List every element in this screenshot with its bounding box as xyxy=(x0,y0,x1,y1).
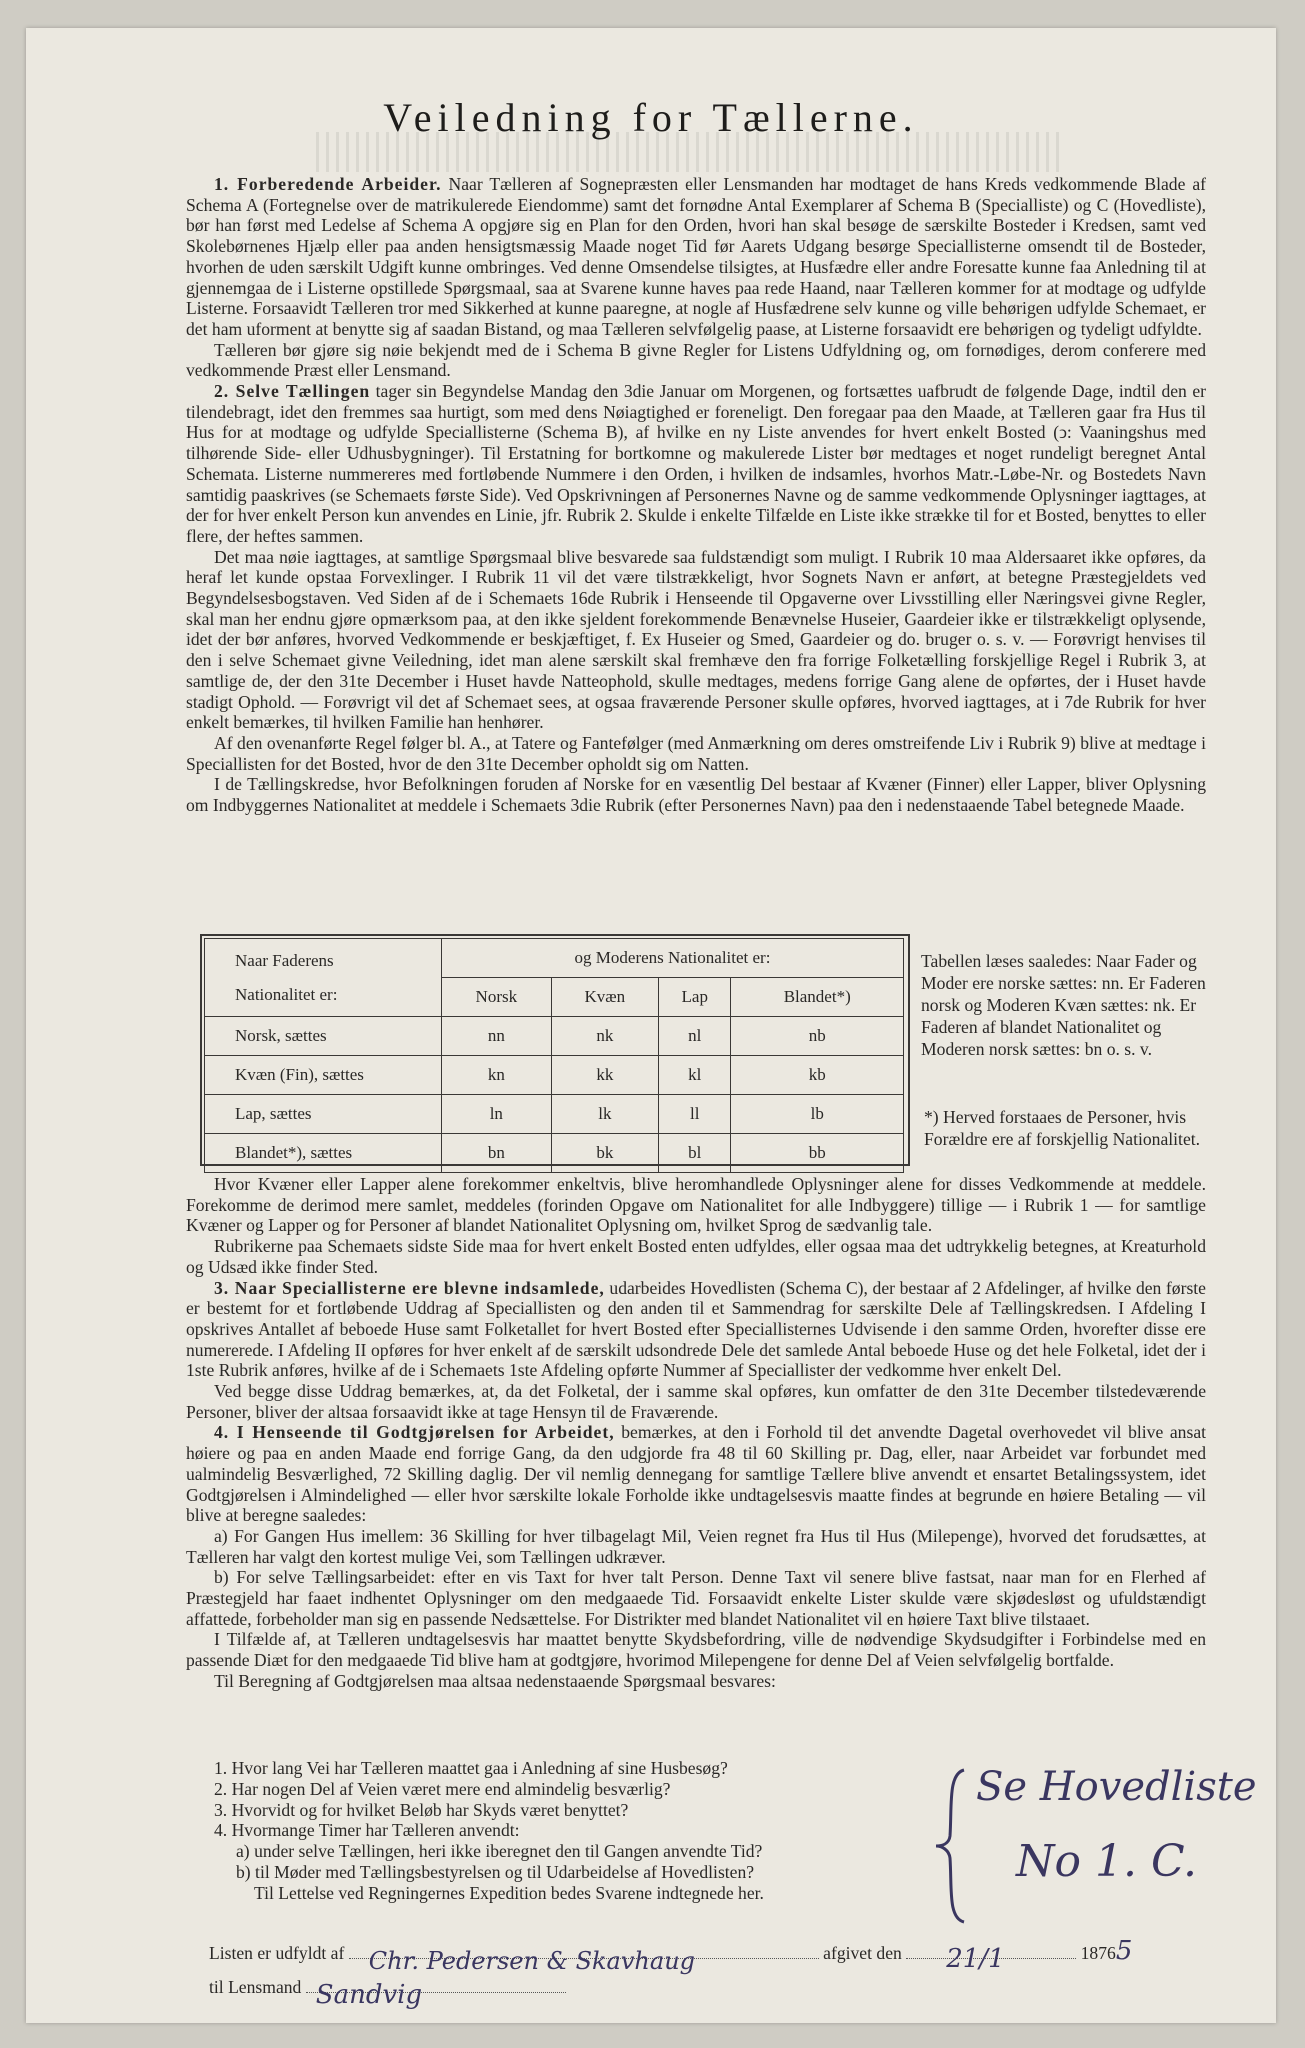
section-2-paragraph-2: Det maa nøie iagttages, at samtlige Spørgsmaal blive besvarede saa fuldstændigt som muligt. I Rubrik 10 maa Aldersaaret ikke opføres, da heraf let kunde opstaa Forvexlinger. I Rubrik 11 vil det være tilstrækkeligt, hvor Sognets Navn er anført, at betegne Præstegjeldets ved Begyndelsesbogstaven. Ved Siden af de i Schemaets 16de Rubrik i Henseende til Opgaverne over Livsstilling eller Næringsvei givne Regler, skal man her endnu gjøre opmærksom paa, at den ikke sjeldent forekommende Benævnelse Huseier, Gaardeier ikke er tilstrækkeligt oplysende, idet der bør anføres, hvorved Vedkommende er beskjæftiget, f. Ex Huseier og Smed, Gaardeier og do. bruger o. s. v. — Forøvrigt henvises til den i selve Schemaet givne Veiledning, idet man alene særskilt skal fremhæve den fra forrige Folketælling forskjellige Regel i Rubrik 3, at samtlige de, der den 31te December i Huset havde Natteophold, skulle medtages, medens forrige Gang alene de opførtes, der i Huset havde stadigt Ophold. — Forøvrigt vil det af Schemaet sees, at ogsaa fraværende Personer skulle opføres, hvorved iagttages, at i 7de Rubrik for hver enkelt bemærkes, til hvilken Familie han henhører. xyxy=(186,546,1206,733)
handwritten-year-digit: 5 xyxy=(1115,1936,1133,1966)
date-line xyxy=(906,1944,1076,1974)
section-1-heading: 1. Forberedende Arbeider. xyxy=(214,174,442,194)
section-4-paragraph-2: I Tilfælde af, at Tælleren undtagelsesvis har maattet benytte Skydsbefordring, ville de nødvendige Skydsudgifter i Forbindelse med en passende Diæt for den medgaaede Tid blive ham at godtgjøre, hvorimod Milepengene for denne Del af Veien selvfølgelig bortfalde. xyxy=(186,1629,1206,1671)
section-3-paragraph-2: Ved begge disse Uddrag bemærkes, at, da det Folketal, der i samme skal opføres, kun omfatter de den 31te December tilstedeværende Personer, bliver der altsaa forsaavidt ikke at tage Hensyn til de Fraværende. xyxy=(186,1381,1206,1422)
row-label: Kvæn (Fin), sættes xyxy=(205,1056,442,1095)
section-1 xyxy=(186,174,1206,816)
table-footnote: *) Herved forstaaes de Personer, hvis Forældre ere af forskjellig Nationalitet. xyxy=(924,1107,1201,1149)
table-cell: bl xyxy=(659,1134,731,1173)
section-4-item-a: a) For Gangen Hus imellem: 36 Skilling for hver tilbagelagt Mil, Veien regnet fra Hus til Hus (Milepenge), hvorved det forudsættes, at Tælleren har valgt den kortest mulige Vei, som Tællingen udkræver. xyxy=(186,1525,1206,1567)
table-explanation: Tabellen læses saaledes: Naar Fader og Moder ere norske sættes: nn. Er Faderen norsk og Moderen Kvæn sættes: nk. Er Faderen af blandet Nationalitet og Moderen norsk sættes: bn o. s. v. xyxy=(921,951,1206,1059)
table-cell: nb xyxy=(731,1017,904,1056)
questions-list xyxy=(214,1758,914,1904)
table-outer-border xyxy=(200,934,910,1166)
section-2-paragraph-4: I de Tællingskredse, hvor Befolkningen foruden af Norske for en væsentlig Del bestaar af Kvæner (Finner) eller Lapper, bliver Oplysning om Indbyggernes Nationalitet at meddele i Schemaets 3die Rubrik (efter Personernes Navn) paa den i nedenstaaende Tabel betegnede Maade. xyxy=(186,774,1206,816)
handwritten-lensmand: Sandvig xyxy=(315,1980,423,2010)
table-cell: ln xyxy=(442,1095,552,1134)
filled-by-label: Listen er udfyldt af xyxy=(209,1943,345,1963)
submitted-label: afgivet den xyxy=(823,1943,902,1963)
signature-line-1 xyxy=(209,1934,1209,1975)
question-item: a) under selve Tællingen, heri ikke iberegnet den til Gangen anvendte Tid? xyxy=(236,1841,763,1862)
lensmand-label: til Lensmand xyxy=(209,1977,302,1997)
filled-by-line xyxy=(349,1947,819,1975)
table-cell: nk xyxy=(551,1017,658,1056)
section-2b-paragraph-2: Rubrikerne paa Schemaets sidste Side maa for hvert enkelt Bosted enten udfyldes, eller ogsaa maa det udtrykkelig betegnes, at Kreaturhold og Udsæd ikke finder Sted. xyxy=(186,1236,1206,1277)
table-cell: bb xyxy=(731,1134,904,1173)
col-header: Kvæn xyxy=(551,978,658,1017)
section-2b-paragraph-1: Hvor Kvæner eller Lapper alene forekommer enkeltvis, blive heromhandlede Oplysninger alene for disses Vedkommende at meddele. Forekomme de derimod mere samlet, meddeles (forinden Opgave om Nationalitet for alle Indbyggere) tillige — i Rubrik 1 — for samtlige Kvæner og Lapper og for Personer af blandet Nationalitet Oplysning om, hvilket Sprog de sædvanlig tale. xyxy=(186,1174,1206,1236)
signature-line-2 xyxy=(209,1970,1209,2010)
section-4-item-b: b) For selve Tællingsarbeidet: efter en vis Taxt for hver talt Person. Denne Taxt vil senere blive fastsat, naar man for en Flerhed af Præstegjeld har faaet indhentet Oplysninger om den medgaaede Tid. Forsaavidt enkelte Lister skulde være skjødesløst og ufuldstændigt affattede, forbeholder man sig en passende Nedsættelse. For Distrikter med blandet Nationalitet vil en høiere Taxt blive tilstaaet. xyxy=(186,1567,1206,1629)
closing-note: Til Lettelse ved Regningernes Expedition bedes Svarene indtegnede her. xyxy=(254,1882,764,1903)
table-cell: ll xyxy=(659,1095,731,1134)
col-header: Norsk xyxy=(442,978,552,1017)
document-page xyxy=(26,28,1276,2023)
col-header: Blandet*) xyxy=(731,978,904,1017)
row-label: Blandet*), sættes xyxy=(205,1134,442,1173)
table-cell: lb xyxy=(731,1095,904,1134)
section-1-text: Naar Tælleren af Sognepræsten eller Lensmanden har modtaget de hans Kreds vedkommende Blade af Schema A (Fortegnelse over de matrikulerede Eiendomme) samt det fornødne Antal Exemplarer af Schema B (Specialliste) og C (Hovedliste), bør han først med Ledelse af Schema A opgjøre sig en Plan for den Orden, hvori han skal besøge de særskilte Bosteder i Kredsen, samt ved Skolebørnenes Hjælp eller paa anden hensigtsmæssig Maade noget Tid før Aarets Udgang besørge Speciallisterne omsendt til de Bosteder, hvorhen de uden særskilt Udgift kunne ombringes. Ved denne Omsendelse tilsigtes, at Husfædre eller andre Foresatte kunne faa Anledning til at gjennemgaa de i Listerne opstillede Spørgsmaal, saa at Svarene kunne haves paa rede Haand, naar Tælleren kommer for at modtage og udfylde Listerne. Forsaavidt Tælleren tror med Sikkerhed at kunne paaregne, at nogle af Husfædrene selv kunne og ville behørigen udfylde Schemaet, er det ham uforment at benytte sig af saadan Bistand, og maa Tælleren selvfølgelig paase, at Listerne forsaavidt ere behørigen og tydeligt udfyldte. xyxy=(186,174,1206,339)
section-2-text: tager sin Begyndelse Mandag den 3die Januar om Morgenen, og fortsættes uafbrudt de følgende Dage, indtil den er tilendebragt, idet den fremmes saa hurtigt, som med dens Nøiagtighed er foreneligt. Den foregaar paa den Maade, at Tælleren gaar fra Hus til Hus for at modtage og udfylde Speciallisterne (Schema B), af hvilke en ny Liste anvendes for hvert enkelt Bosted (ↄ: Vaaningshus med tilhørende Side- eller Udhusbygninger). Til Erstatning for bortkomne og makulerede Lister bør medtages et noget rundeligt beregnet Antal Schemata. Listerne nummereres med fortløbende Nummere i den Orden, i hvilken de indsamles, hvorhos Matr.-Løbe-Nr. og Bostedets Navn samtidig paaskrives (se Schemaets første Side). Ved Opskrivningen af Personernes Navne og de samme vedkommende Oplysninger iagttages, at der for hver enkelt Person kun anvendes en Linie, jfr. Rubrik 2. Skulde i enkelte Tilfælde en Liste ikke strække til for et Bosted, benyttes to eller flere, der heftes sammen. xyxy=(186,381,1206,546)
row-label: Norsk, sættes xyxy=(205,1017,442,1056)
section-2-paragraph-3: Af den ovenanførte Regel følger bl. A., at Tatere og Fantefølger (med Anmærkning om deres omstreifende Liv i Rubrik 9) blive at medtage i Speciallisten for det Bosted, hvor de den 31te December opholdt sig om Natten. xyxy=(186,732,1206,774)
table-cell: nn xyxy=(442,1017,552,1056)
question-item: b) til Møder med Tællingsbestyrelsen og til Udarbeidelse af Hovedlisten? xyxy=(236,1861,755,1882)
header-father-line-2: Nationalitet er: xyxy=(235,984,338,1004)
col-header: Lap xyxy=(659,978,731,1017)
curly-brace-icon xyxy=(930,1766,974,1926)
table-cell: kk xyxy=(551,1056,658,1095)
signature-block xyxy=(209,1934,1209,2010)
section-4-heading: 4. I Henseende til Godtgjørelsen for Arbeidet, xyxy=(214,1422,615,1443)
table-cell: kn xyxy=(442,1056,552,1095)
question-item: 3. Hvorvidt og for hvilket Beløb har Skyds været benyttet? xyxy=(214,1799,629,1820)
table-cell: bk xyxy=(551,1134,658,1173)
section-3-text: udarbeides Hovedlisten (Schema C), der bestaar af 2 Afdelinger, af hvilke den første er bestemt for et fortløbende Uddrag af Speciallisten og den anden til et Sammendrag for særskilte Dele af Tællingskredsen. I Afdeling I opskrives Antallet af beboede Huse samt Folketallet for hvert Bosted efter Speciallisternes Udvisende i den samme Orden, hvorefter disse ere numererede. I Afdeling II opføres for hver enkelt af de særskilt udsondrede Dele det samlede Antal beboede Huse og det hele Folketal, idet der i 1ste Rubrik anføres, hvilke af de i Schemaets 1ste Afdeling opførte Nummer af Speciallister der vedkomme hver enkelt Del. xyxy=(186,1277,1206,1381)
section-4-text: bemærkes, at den i Forhold til det anvendte Dagetal overhovedet vil blive ansat høiere og paa en anden Maade end forrige Gang, da den udgjorde fra 48 til 60 Skilling pr. Dag, eller, naar Arbeidet var forbundet med ualmindelig Besværlighed, 72 Skilling daglig. Der vil nemlig dennegang for samtlige Tællere blive anvendt et ensartet Betalingssystem, idet Godtgjørelsen i Almindelighed — eller hvor særskilte lokale Forholde ikke undtagelsesvis maatte findes at begrunde en høiere Betaling — vil blive at beregne saaledes: xyxy=(186,1422,1207,1526)
section-4-paragraph-3: Til Beregning af Godtgjørelsen maa altsaa nedenstaaende Spørgsmaal besvares: xyxy=(214,1670,776,1691)
header-father-line-1: Naar Faderens xyxy=(235,950,334,970)
question-item: 1. Hvor lang Vei har Tælleren maattet gaa i Anledning af sine Husbesøg? xyxy=(214,1758,728,1778)
section-2b xyxy=(186,1174,1206,1692)
section-2-heading: 2. Selve Tællingen xyxy=(214,381,371,402)
table-cell: nl xyxy=(659,1017,731,1056)
section-1-paragraph-2: Tælleren bør gjøre sig nøie bekjendt med de i Schema B givne Regler for Listens Udfyldning og, om fornødiges, derom conferere med vedkommende Præst eller Lensmand. xyxy=(186,339,1206,381)
question-item: 2. Har nogen Del af Veien været mere end almindelig besværlig? xyxy=(214,1778,671,1799)
table-header-mother: og Moderens Nationalitet er: xyxy=(442,939,904,978)
handwritten-name: Chr. Pedersen & Skavhaug xyxy=(368,1947,696,1975)
table-cell: bn xyxy=(442,1134,552,1173)
section-3-heading: 3. Naar Speciallisterne ere blevne indsamlede, xyxy=(214,1277,605,1298)
table-cell: kb xyxy=(731,1056,904,1095)
handwritten-answer-2: No 1. C. xyxy=(1016,1836,1198,1887)
page-title: Veiledning for Tællerne. xyxy=(383,95,919,140)
handwritten-answer-1: Se Hovedliste xyxy=(976,1764,1257,1810)
handwritten-date: 21/1 xyxy=(946,1944,1005,1974)
year-printed: 1876 xyxy=(1080,1943,1116,1963)
table-cell: lk xyxy=(551,1095,658,1134)
question-item: 4. Hvormange Timer har Tælleren anvendt: xyxy=(214,1820,520,1841)
table-cell: kl xyxy=(659,1056,731,1095)
row-label: Lap, sættes xyxy=(205,1095,442,1134)
lensmand-line xyxy=(306,1980,566,2010)
